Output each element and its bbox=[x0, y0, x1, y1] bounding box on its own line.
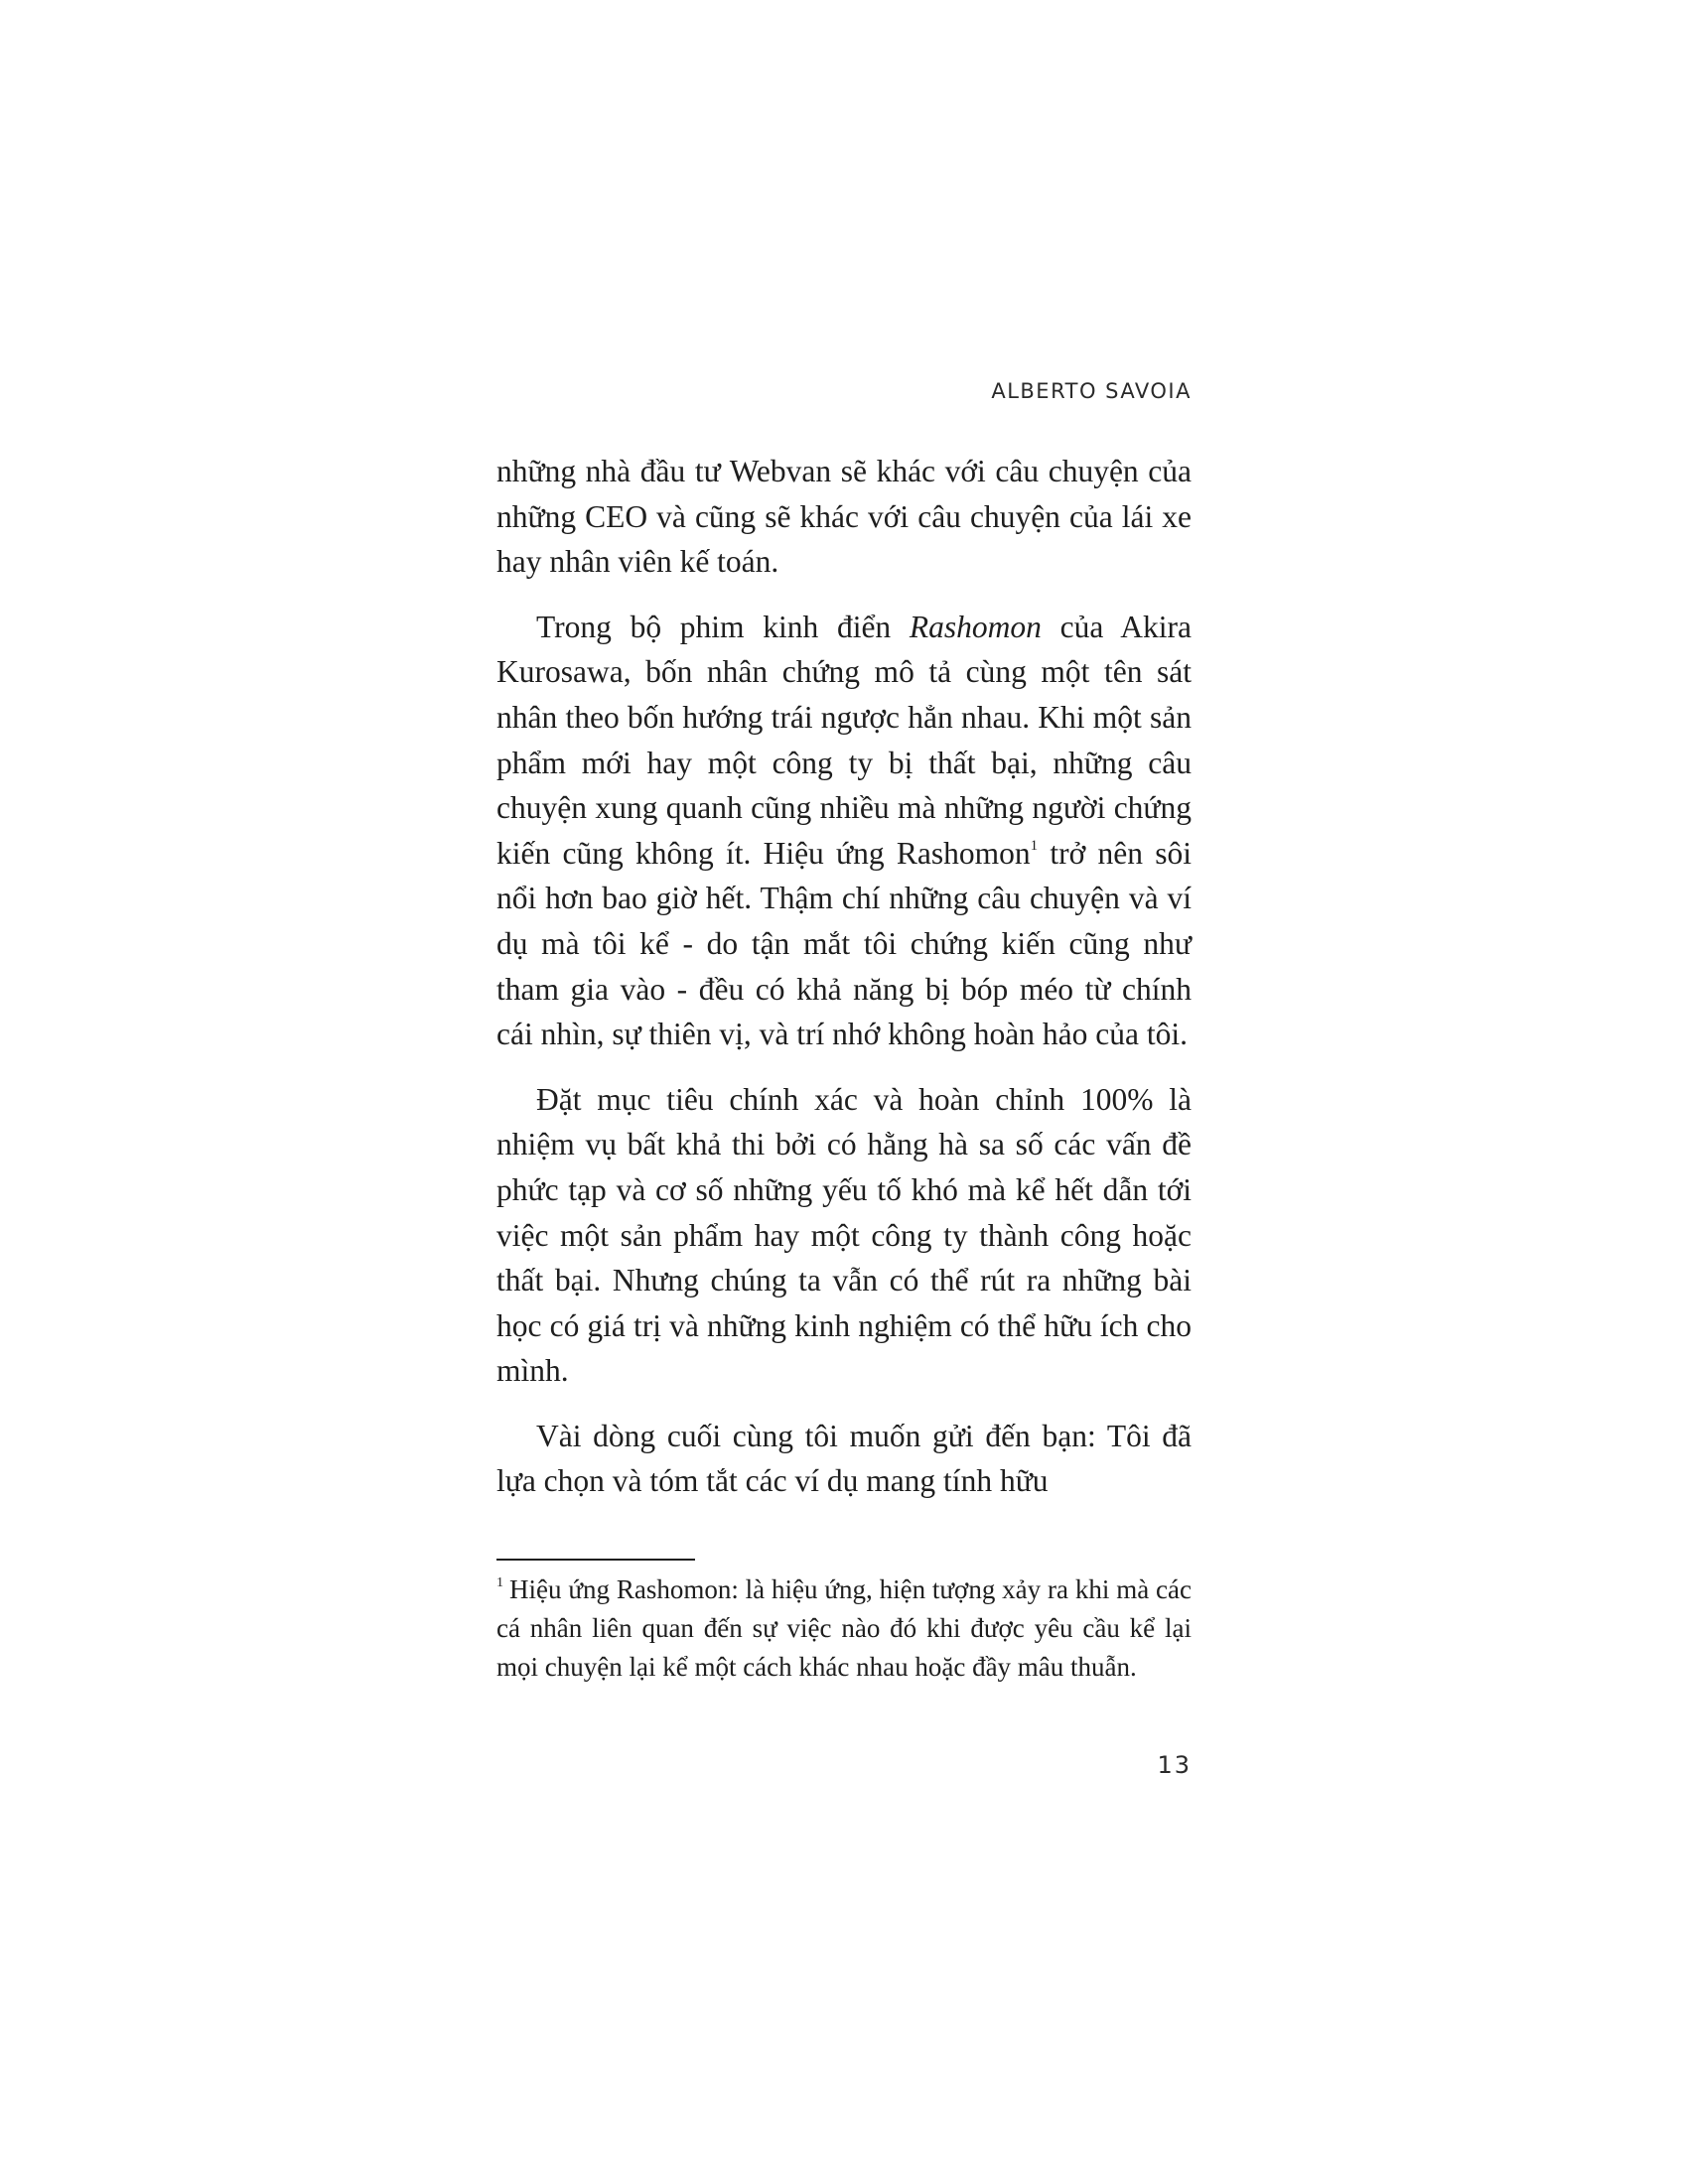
paragraph-2-start: Trong bộ phim kinh điển bbox=[536, 609, 910, 644]
paragraph-3: Đặt mục tiêu chính xác và hoàn chỉnh 100% là nhiệm vụ bất khả thi bởi có hằng hà sa số các vấn đề phức tạp và cơ số những yếu tố khó mà kể hết dẫn tới việc một sản phẩm hay một công ty thành công hoặc thất bại. Nhưng chúng ta vẫn có thể rút ra những bài học có giá trị và những kinh nghiệm có thể hữu ích cho mình. bbox=[496, 1081, 1192, 1389]
paragraph-4: Vài dòng cuối cùng tôi muốn gửi đến bạn: Tôi đã lựa chọn và tóm tắt các ví dụ mang tính hữu bbox=[496, 1418, 1192, 1499]
paragraph-2-middle: của Akira Kurosawa, bốn nhân chứng mô tả cùng một tên sát nhân theo bốn hướng trái ngược hẳn nhau. Khi một sản phẩm mới hay một công ty bị thất bại, những câu chuyện xung quanh cũng nhiều mà những người chứng kiến cũng không ít. Hiệu ứng Rashomon bbox=[496, 609, 1192, 871]
footnote-divider bbox=[496, 1559, 695, 1561]
page-number: 13 bbox=[1157, 1751, 1192, 1779]
paragraph-1: những nhà đầu tư Webvan sẽ khác với câu chuyện của những CEO và cũng sẽ khác với câu chuyện của lái xe hay nhân viên kế toán. bbox=[496, 454, 1192, 580]
footnote bbox=[496, 1570, 1192, 1687]
footnote-marker: 1 bbox=[496, 1575, 503, 1590]
footnote-reference[interactable]: 1 bbox=[1030, 837, 1039, 854]
body-text bbox=[496, 449, 1192, 1524]
footnote-text: Hiệu ứng Rashomon: là hiệu ứng, hiện tượng xảy ra khi mà các cá nhân liên quan đến sự việc nào đó khi được yêu cầu kể lại mọi chuyện lại kể một cách khác nhau hoặc đầy mâu thuẫn. bbox=[496, 1574, 1192, 1682]
film-title-italic: Rashomon bbox=[909, 609, 1042, 644]
running-header: ALBERTO SAVOIA bbox=[991, 379, 1192, 403]
paragraph-2-end: trở nên sôi nổi hơn bao giờ hết. Thậm chí những câu chuyện và ví dụ mà tôi kể - do tận mắt tôi chứng kiến cũng như tham gia vào - đều có khả năng bị bóp méo từ chính cái nhìn, sự thiên vị, và trí nhớ không hoàn hảo của tôi. bbox=[496, 835, 1192, 1052]
paragraph-2 bbox=[496, 605, 1192, 1057]
